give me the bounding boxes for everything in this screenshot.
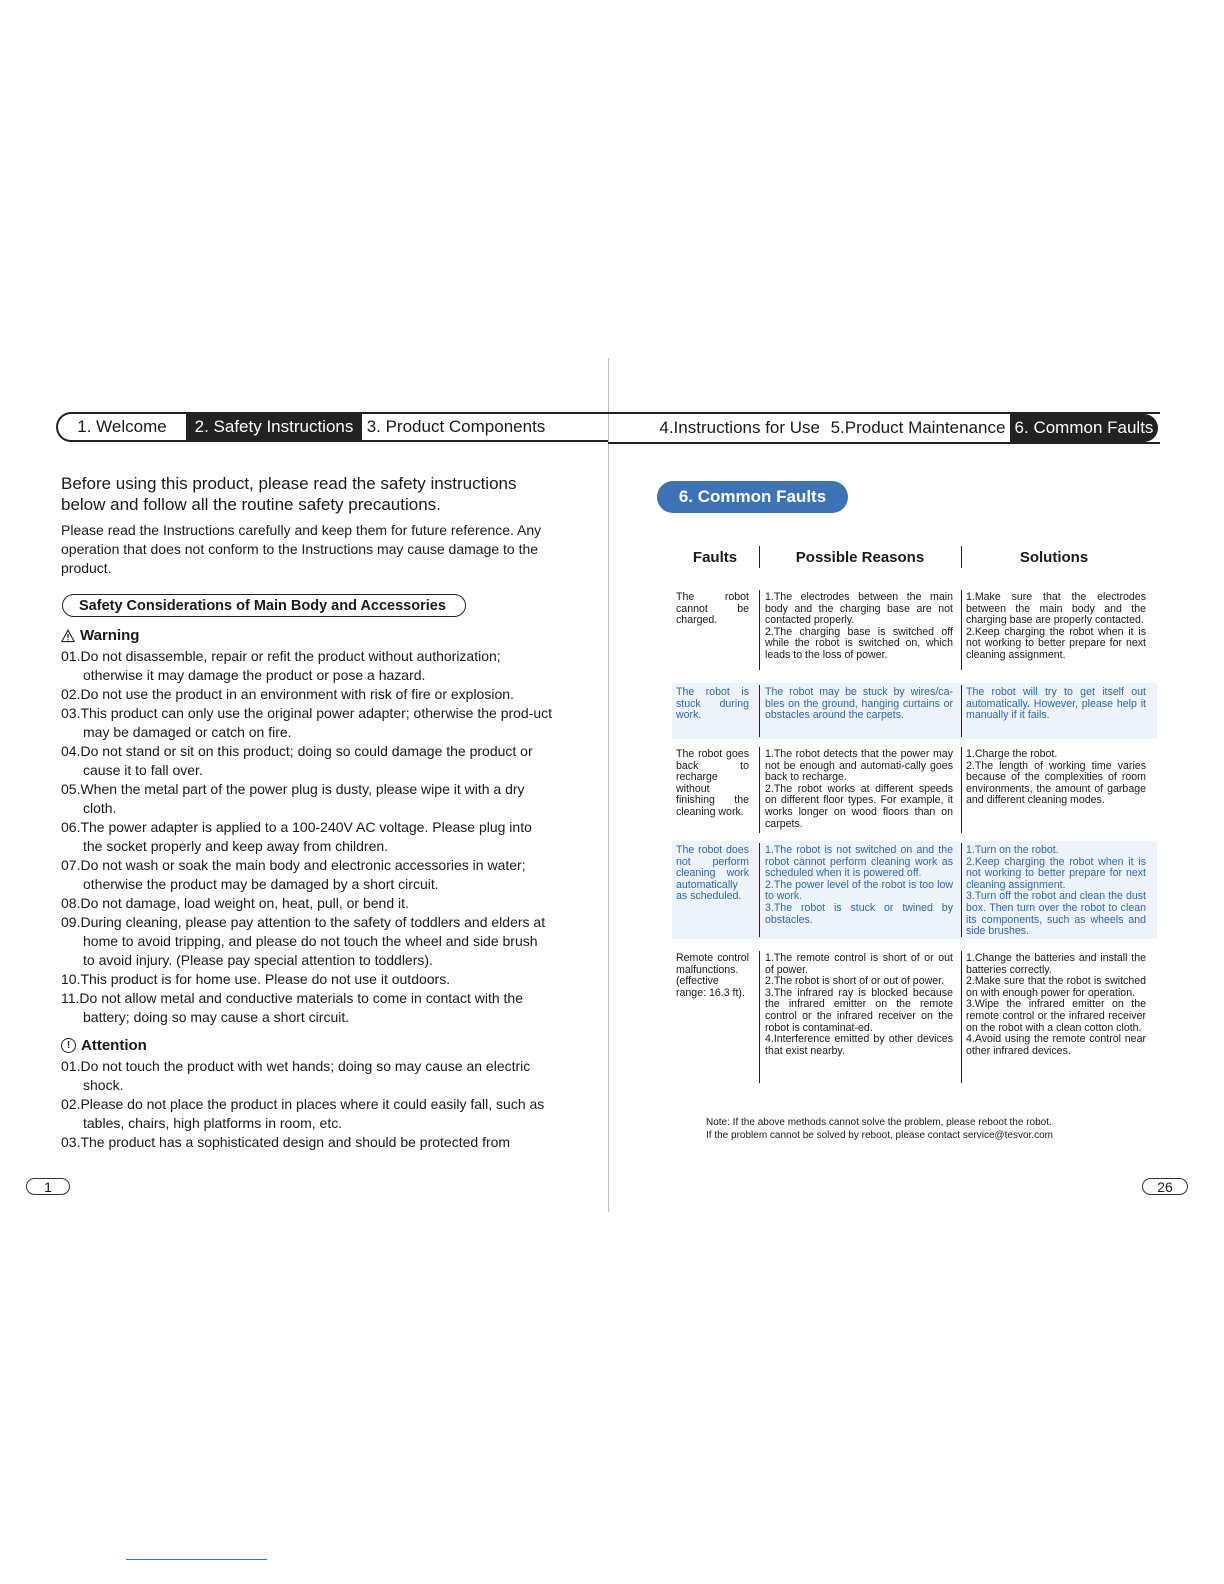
solution-cell: 1.Make sure that the electrodes between the main body and the charging base are properly contacted. 2.Keep charging the robot when it is not working to better prepare for next cleaning assignment.	[966, 591, 1146, 661]
stray-underline	[126, 1559, 267, 1560]
header-divider	[759, 546, 760, 568]
page-number-left: 1	[26, 1178, 70, 1195]
reason-cell: 1.The robot detects that the power may not be enough and automati-cally goes back to recharge. 2.The robot works at different speeds on different floor types. For example, it works longer on wood floors than on carpets.	[765, 748, 953, 830]
warning-title: Warning	[80, 627, 140, 644]
column-divider	[759, 843, 760, 937]
warning-item: 03.This product can only use the original power adapter; otherwise the prod-uct may be damaged or catch on fire.	[61, 705, 553, 740]
attention-item: 02.Please do not place the product in places where it could easily fall, such as tables, chairs, high platforms in room, etc.	[61, 1096, 545, 1131]
reason-cell: 1.The remote control is short of or out of power. 2.The robot is short of or out of power. 3.The infrared ray is blocked because the infrared emitter on the remote control or the infrared receiver on the robot is contaminat-ed. 4.Interference emitted by other devices that exist nearby.	[765, 952, 953, 1057]
column-divider	[759, 590, 760, 670]
tab-product-components[interactable]: 3. Product Components	[366, 417, 546, 436]
warning-item: 09.During cleaning, please pay attention to the safety of toddlers and elders at home to avoid tripping, and please do not touch the wheel and side brush to avoid injury. (Please pay special attention to toddlers).	[61, 914, 546, 968]
column-header-solutions: Solutions	[1019, 549, 1089, 566]
left-page-nav	[56, 412, 608, 442]
tab-instructions-for-use[interactable]: 4.Instructions for Use	[659, 418, 820, 437]
reason-cell: The robot may be stuck by wires/ca-bles on the ground, hanging curtains or obstacles around the carpets.	[765, 686, 953, 722]
common-faults-section-pill: 6. Common Faults	[657, 481, 848, 513]
solution-cell: The robot will try to get itself out automatically. However, please help it manually if it fails.	[966, 686, 1146, 722]
reason-cell: 1.The robot is not switched on and the robot cannot perform cleaning work as scheduled when it is powered off. 2.The power level of the robot is too low to work. 3.The robot is stuck or twined by obstacles.	[765, 844, 953, 926]
warning-item: 07.Do not wash or soak the main body and electronic accessories in water; otherwise the product may be damaged by a short circuit.	[61, 857, 526, 892]
column-divider	[961, 685, 962, 737]
tab-safety-instructions[interactable]: 2. Safety Instructions	[186, 414, 362, 440]
attention-list	[61, 1057, 553, 1152]
column-divider	[961, 843, 962, 937]
warning-item: 11.Do not allow metal and conductive materials to come in contact with the battery; doing so may cause a short circuit.	[61, 990, 523, 1025]
page-number-right: 26	[1142, 1178, 1188, 1195]
note-line-1: Note: If the above methods cannot solve the problem, please reboot the robot.	[706, 1117, 1052, 1128]
column-header-faults: Faults	[692, 549, 738, 566]
column-divider	[961, 747, 962, 833]
right-page-nav	[608, 412, 1160, 444]
column-divider	[759, 951, 760, 1083]
note-line-2: If the problem cannot be solved by reboot, please contact service@tesvor.com	[706, 1130, 1054, 1141]
warning-item: 04.Do not stand or sit on this product; doing so could damage the product or cause it to fall over.	[61, 743, 533, 778]
warning-item: 05.When the metal part of the power plug is dusty, please wipe it with a dry cloth.	[61, 781, 525, 816]
warning-item: 02.Do not use the product in an environment with risk of fire or explosion.	[61, 686, 514, 702]
fault-cell: Remote control malfunctions. (effective range: 16.3 ft).	[676, 952, 749, 999]
warning-item: 10.This product is for home use. Please do not use it outdoors.	[61, 971, 451, 987]
warning-item: 06.The power adapter is applied to a 100-240V AC voltage. Please plug into the socket properly and keep away from children.	[61, 819, 532, 854]
tab-welcome[interactable]: 1. Welcome	[77, 417, 167, 436]
column-divider	[961, 951, 962, 1083]
solution-cell: 1.Charge the robot. 2.The length of working time varies because of the complexities of room environments, the amount of garbage and different cleaning modes.	[966, 748, 1146, 807]
header-divider	[961, 546, 962, 568]
tab-product-maintenance[interactable]: 5.Product Maintenance	[830, 418, 1006, 437]
column-divider	[961, 590, 962, 670]
attention-heading	[61, 1037, 147, 1054]
warning-heading	[61, 627, 139, 644]
troubleshooting-note	[706, 1116, 1053, 1142]
section-title-safety-considerations: Safety Considerations of Main Body and Accessories	[62, 594, 466, 617]
warning-triangle-icon	[61, 629, 75, 643]
warning-item: 08.Do not damage, load weight on, heat, pull, or bend it.	[61, 895, 409, 911]
column-header-possible-reasons: Possible Reasons	[795, 549, 925, 566]
column-divider	[759, 685, 760, 737]
tab-common-faults[interactable]: 6. Common Faults	[1010, 414, 1158, 442]
page-spread-divider	[608, 358, 609, 1212]
fault-cell: The robot cannot be charged.	[676, 591, 749, 627]
attention-item: 01.Do not touch the product with wet hands; doing so may cause an electric shock.	[61, 1058, 531, 1093]
attention-item: 03.The product has a sophisticated design and should be protected from	[61, 1134, 511, 1150]
safety-subintro: Please read the Instructions carefully and keep them for future reference. Any operation that does not conform to the Instructions may cause damage to the product.	[61, 522, 542, 576]
fault-cell: The robot goes back to recharge without finishing the cleaning work.	[676, 748, 749, 818]
fault-cell: The robot is stuck during work.	[676, 686, 749, 722]
safety-intro: Before using this product, please read the safety instructions below and follow all the routine safety precautions.	[61, 474, 517, 514]
column-divider	[759, 747, 760, 833]
warning-list	[61, 647, 553, 1027]
solution-cell: 1.Turn on the robot. 2.Keep charging the robot when it is not working to better prepare for next cleaning assignment. 3.Turn off the robot and clean the dust box. Then turn over the robot to clean its components, such as wheels and side brushes.	[966, 844, 1146, 938]
attention-title: Attention	[81, 1037, 147, 1054]
info-circle-icon: !	[61, 1038, 76, 1053]
warning-item: 01.Do not disassemble, repair or refit the product without authorization; otherwise it may damage the product or pose a hazard.	[61, 648, 501, 683]
fault-cell: The robot does not perform cleaning work automatically as scheduled.	[676, 844, 749, 903]
solution-cell: 1.Change the batteries and install the batteries correctly. 2.Make sure that the robot is switched on with enough power for operation. 3.Wipe the infrared emitter on the remote control or the infrared receiver on the robot with a clean cotton cloth. 4.Avoid using the remote control near other infrared devices.	[966, 952, 1146, 1057]
reason-cell: 1.The electrodes between the main body and the charging base are not contacted properly. 2.The charging base is switched off while the robot is switched on, which leads to the loss of power.	[765, 591, 953, 661]
